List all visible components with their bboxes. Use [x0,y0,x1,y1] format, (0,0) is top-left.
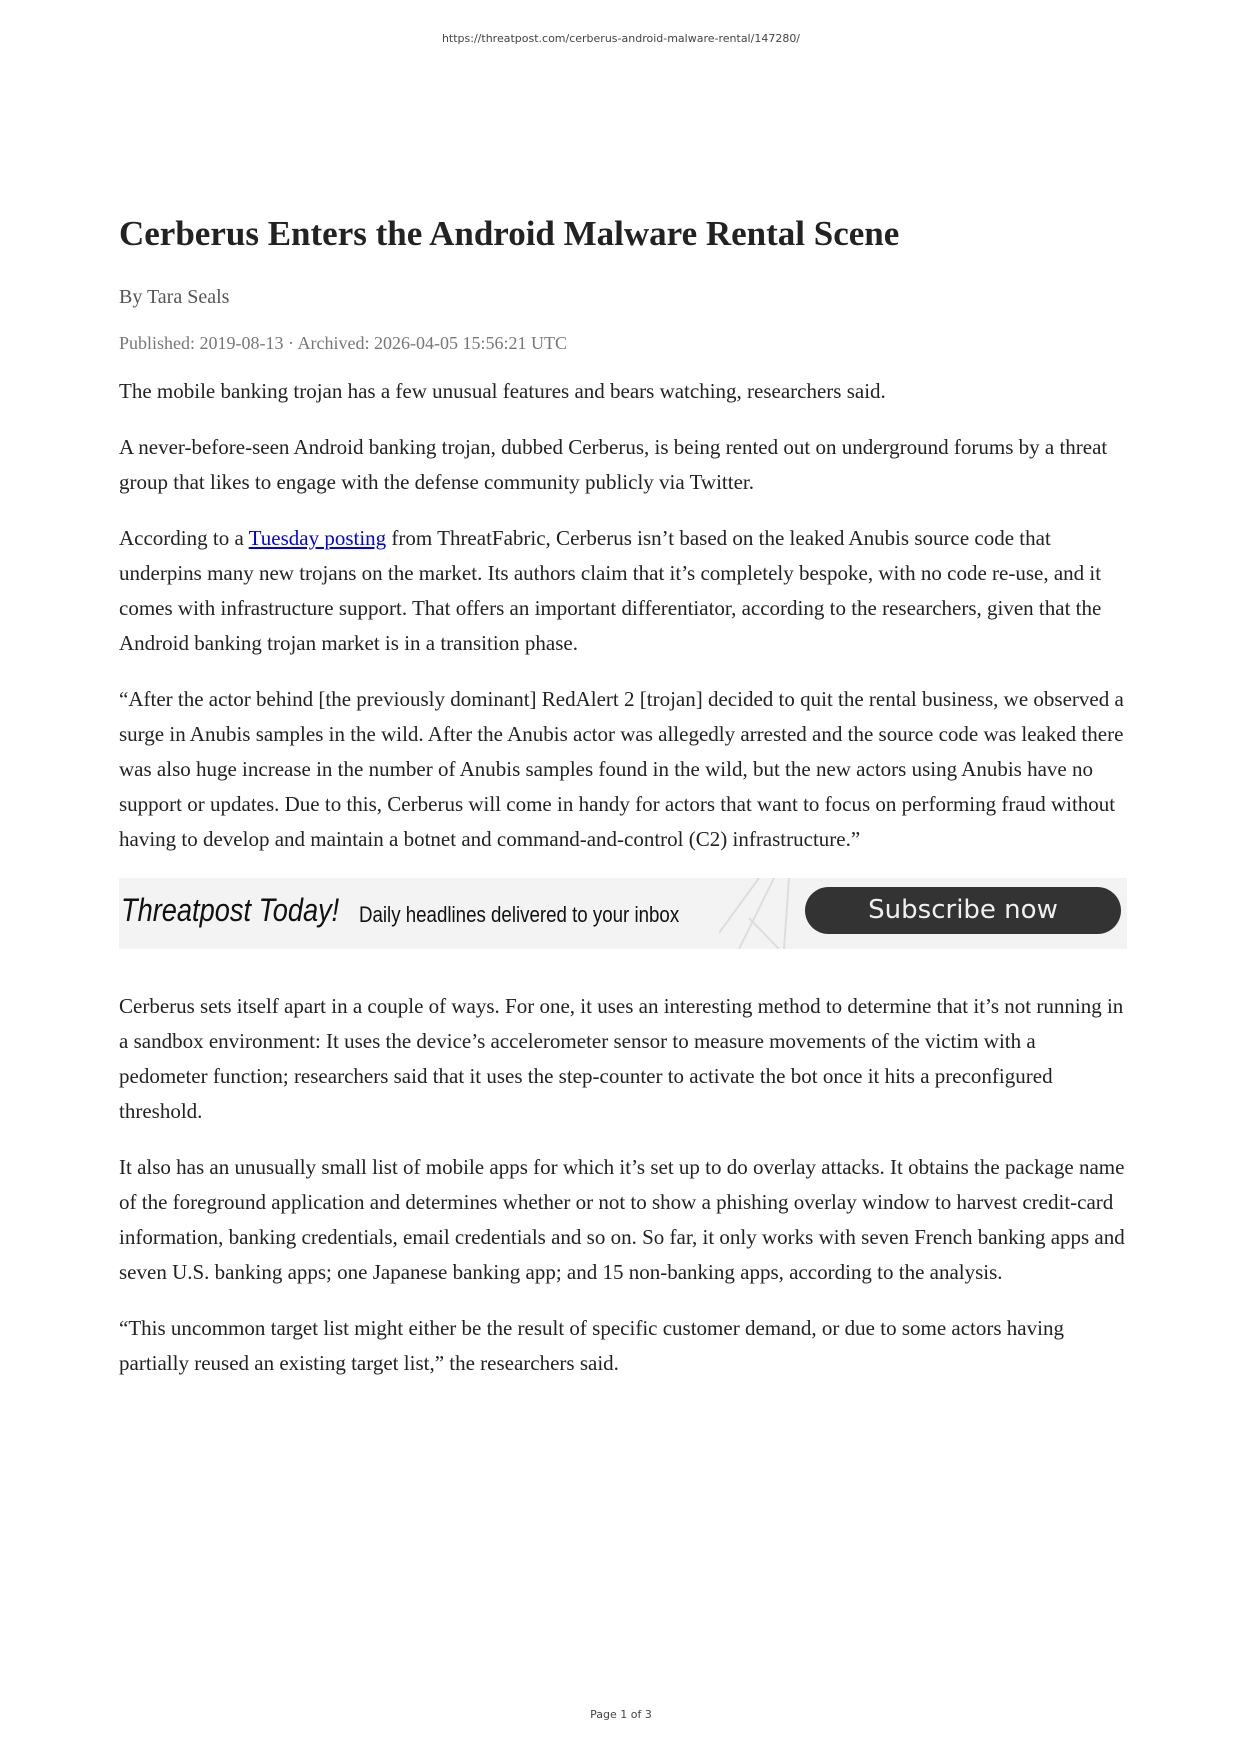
subscribe-button[interactable]: Subscribe now [805,887,1121,934]
article-title: Cerberus Enters the Android Malware Rental Scene [119,214,900,253]
page-number: Page 1 of 3 [590,1708,652,1721]
paragraph: Cerberus sets itself apart in a couple of ways. For one, it uses an interesting method to determine that it’s not running in a sandbox environment: It uses the device’s accelerometer sensor to measure movements of the victim with a pedometer function; researchers said that it uses the step-counter to activate the bot once it hits a preconfigured threshold. [119,994,1124,1123]
paragraph: “After the actor behind [the previously dominant] RedAlert 2 [trojan] decided to quit the rental business, we observed a surge in Anubis samples in the wild. After the Anubis actor was allegedly arrested and the source code was leaked there was also huge increase in the number of Anubis samples found in the wild, but the new actors using Anubis have no support or updates. Due to this, Cerberus will come in handy for actors that want to focus on performing fraud without having to develop and maintain a botnet and command-and-control (C2) infrastructure.” [119,687,1124,851]
text: from ThreatFabric, Cerberus isn’t based on the leaked Anubis source code that underpins many new trojans on the market. Its authors claim that it’s completely bespoke, with no code re-use, and it comes with infrastructure support. That offers an important differentiator, according to the researchers, given that the Android banking trojan market is in a transition phase. [119,526,1102,655]
page-url: https://threatpost.com/cerberus-android-malware-rental/147280/ [441,32,801,45]
newsletter-banner[interactable] [119,878,1127,949]
paragraph: “This uncommon target list might either be the result of specific customer demand, or due to some actors having partially reused an existing target list,” the researchers said. [119,1316,1064,1375]
text: According to a [119,526,249,550]
banner-decoration [719,878,819,949]
publish-meta: Published: 2019-08-13 · Archived: 2026-04-05 15:56:21 UTC [119,333,567,353]
paragraph: A never-before-seen Android banking trojan, dubbed Cerberus, is being rented out on underground forums by a threat group that likes to engage with the defense community publicly via Twitter. [119,435,1108,494]
paragraph [119,521,1127,661]
paragraph: It also has an unusually small list of mobile apps for which it’s set up to do overlay attacks. It obtains the package name of the foreground application and determines whether or not to show a phishing overlay window to harvest credit-card information, banking credentials, email credentials and so on. So far, it only works with seven French banking apps and seven U.S. banking apps; one Japanese banking app; and 15 non-banking apps, according to the analysis. [119,1155,1125,1284]
tuesday-posting-link[interactable]: Tuesday posting [248,526,387,550]
article [119,212,1127,1402]
paragraph: The mobile banking trojan has a few unusual features and bears watching, researchers said. [119,379,886,403]
banner-brand: Threatpost Today! [121,892,340,928]
byline: By Tara Seals [119,286,230,308]
banner-tagline: Daily headlines delivered to your inbox [359,902,680,927]
